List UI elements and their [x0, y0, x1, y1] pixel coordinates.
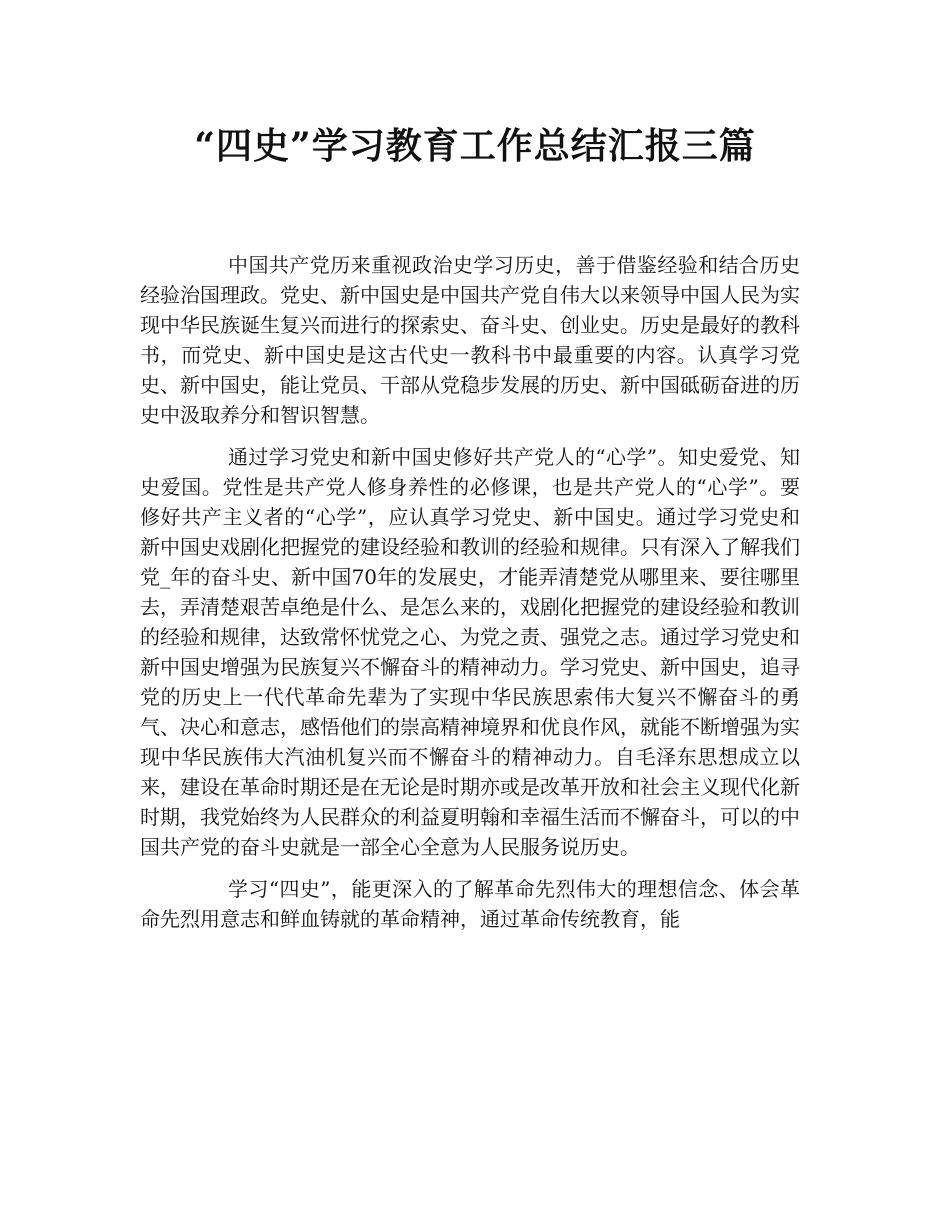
paragraph-2: 通过学习党史和新中国史修好共产党人的“心学”。知史爱党、知史爱国。党性是共产党人修身养性的必修课，也是共产党人的“心学”。要修好共产主义者的“心学”，应认真学习党史、新中国史。通过学习党史和新中国史戏剧化把握党的建设经验和教训的经验和规律。只有深入了解我们党_年的奋斗史、新中国70年的发展史，才能弄清楚党从哪里来、要往哪里去，弄清楚艰苦卓绝是什么、是怎么来的，戏剧化把握党的建设经验和教训的经验和规律，达致常怀忧党之心、为党之责、强党之志。通过学习党史和新中国史增强为民族复兴不懈奋斗的精神动力。学习党史、新中国史，追寻党的历史上一代代革命先辈为了实现中华民族思索伟大复兴不懈奋斗的勇气、决心和意志，感悟他们的崇高精神境界和优良作风，就能不断增强为实现中华民族伟大汽油机复兴而不懈奋斗的精神动力。自毛泽东思想成立以来，建设在革命时期还是在无论是时期亦或是改革开放和社会主义现代化新时期，我党始终为人民群众的利益夏明翰和幸福生活而不懈奋斗，可以的中国共产党的奋斗史就是一部全心全意为人民服务说历史。	[140, 445, 800, 859]
document-body	[140, 250, 800, 946]
document-title: “四史”学习教育工作总结汇报三篇	[194, 125, 756, 168]
paragraph-3: 学习“四史”，能更深入的了解革命先烈伟大的理想信念、体会革命先烈用意志和鲜血铸就的革命精神，通过革命传统教育，能	[140, 877, 800, 931]
paragraph-1: 中国共产党历来重视政治史学习历史，善于借鉴经验和结合历史经验治国理政。党史、新中国史是中国共产党自伟大以来领导中国人民为实现中华民族诞生复兴而进行的探索史、奋斗史、创业史。历史是最好的教科书，而党史、新中国史是这古代史一教科书中最重要的内容。认真学习党史、新中国史，能让党员、干部从党稳步发展的历史、新中国砥砺奋进的历史中汲取养分和智识智慧。	[140, 253, 800, 427]
